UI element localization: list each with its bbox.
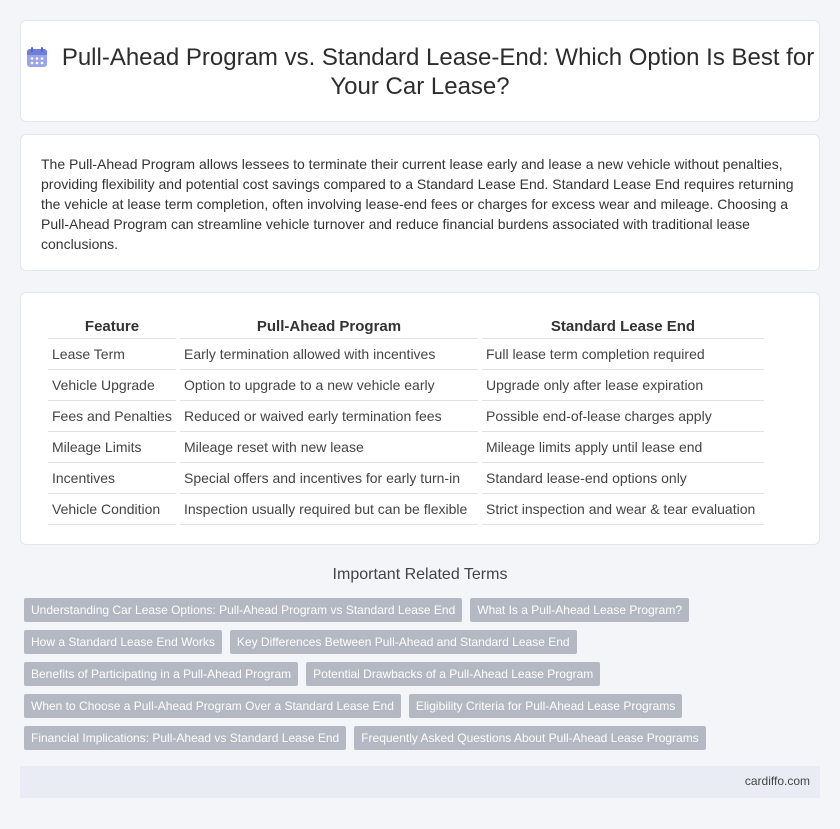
comparison-card — [20, 292, 820, 545]
table-cell-pull-ahead: Special offers and incentives for early turn-in — [180, 463, 478, 494]
table-row — [48, 370, 764, 401]
related-terms-heading: Important Related Terms — [332, 566, 508, 583]
related-term-link[interactable]: When to Choose a Pull-Ahead Program Over a Standard Lease End — [24, 694, 401, 718]
table-cell-feature: Incentives — [48, 463, 176, 494]
related-term-link[interactable]: Understanding Car Lease Options: Pull-Ahead Program vs Standard Lease End — [24, 598, 462, 622]
table-row — [48, 401, 764, 432]
site-link[interactable]: cardiffo.com — [744, 774, 810, 788]
table-cell-pull-ahead: Option to upgrade to a new vehicle early — [180, 370, 478, 401]
table-cell-pull-ahead: Early termination allowed with incentives — [180, 339, 478, 370]
table-row — [48, 432, 764, 463]
table-header-row — [48, 316, 764, 339]
tag-row — [24, 598, 744, 622]
tag-row — [24, 694, 744, 718]
related-term-link[interactable]: What Is a Pull-Ahead Lease Program? — [470, 598, 689, 622]
table-cell-standard: Upgrade only after lease expiration — [482, 370, 764, 401]
calendar-icon — [26, 46, 48, 68]
related-term-link[interactable]: Financial Implications: Pull-Ahead vs Standard Lease End — [24, 726, 346, 750]
related-term-link[interactable]: Frequently Asked Questions About Pull-Ahead Lease Programs — [354, 726, 706, 750]
table-cell-feature: Mileage Limits — [48, 432, 176, 463]
table-cell-standard: Full lease term completion required — [482, 339, 764, 370]
table-cell-pull-ahead: Reduced or waived early termination fees — [180, 401, 478, 432]
column-header-feature: Feature — [48, 316, 176, 339]
comparison-table — [44, 316, 768, 525]
table-cell-pull-ahead: Mileage reset with new lease — [180, 432, 478, 463]
table-cell-standard: Strict inspection and wear & tear evaluation — [482, 494, 764, 525]
table-cell-standard: Possible end-of-lease charges apply — [482, 401, 764, 432]
table-row — [48, 463, 764, 494]
table-row — [48, 494, 764, 525]
related-term-link[interactable]: Potential Drawbacks of a Pull-Ahead Lease Program — [306, 662, 600, 686]
related-term-link[interactable]: Benefits of Participating in a Pull-Ahead Program — [24, 662, 298, 686]
related-term-link[interactable]: How a Standard Lease End Works — [24, 630, 222, 654]
table-cell-feature: Vehicle Condition — [48, 494, 176, 525]
table-cell-feature: Fees and Penalties — [48, 401, 176, 432]
table-cell-pull-ahead: Inspection usually required but can be flexible — [180, 494, 478, 525]
header-card — [20, 20, 820, 122]
related-terms-list — [24, 598, 744, 758]
tag-row — [24, 662, 744, 686]
table-cell-feature: Lease Term — [48, 339, 176, 370]
page-title-wrap — [21, 43, 819, 101]
table-row — [48, 339, 764, 370]
column-header-pull-ahead: Pull-Ahead Program — [180, 316, 478, 339]
table-cell-standard: Standard lease-end options only — [482, 463, 764, 494]
tag-row — [24, 630, 744, 654]
tag-row — [24, 726, 744, 750]
intro-card — [20, 134, 820, 271]
related-term-link[interactable]: Key Differences Between Pull-Ahead and Standard Lease End — [230, 630, 577, 654]
footer — [20, 766, 820, 798]
intro-paragraph: The Pull-Ahead Program allows lessees to terminate their current lease early and lease a new vehicle without penalties, providing flexibility and potential cost savings compared to a Standard Lease End. Standard Lease End requires returning the vehicle at lease term completion, often involving lease-end fees or charges for excess wear and mileage. Choosing a Pull-Ahead Program can streamline vehicle turnover and reduce financial burdens associated with traditional lease conclusions. — [41, 156, 794, 252]
table-cell-standard: Mileage limits apply until lease end — [482, 432, 764, 463]
column-header-standard: Standard Lease End — [482, 316, 764, 339]
table-cell-feature: Vehicle Upgrade — [48, 370, 176, 401]
page-title: Pull-Ahead Program vs. Standard Lease-End: Which Option Is Best for Your Car Lease? — [61, 44, 815, 100]
related-term-link[interactable]: Eligibility Criteria for Pull-Ahead Lease Programs — [409, 694, 682, 718]
